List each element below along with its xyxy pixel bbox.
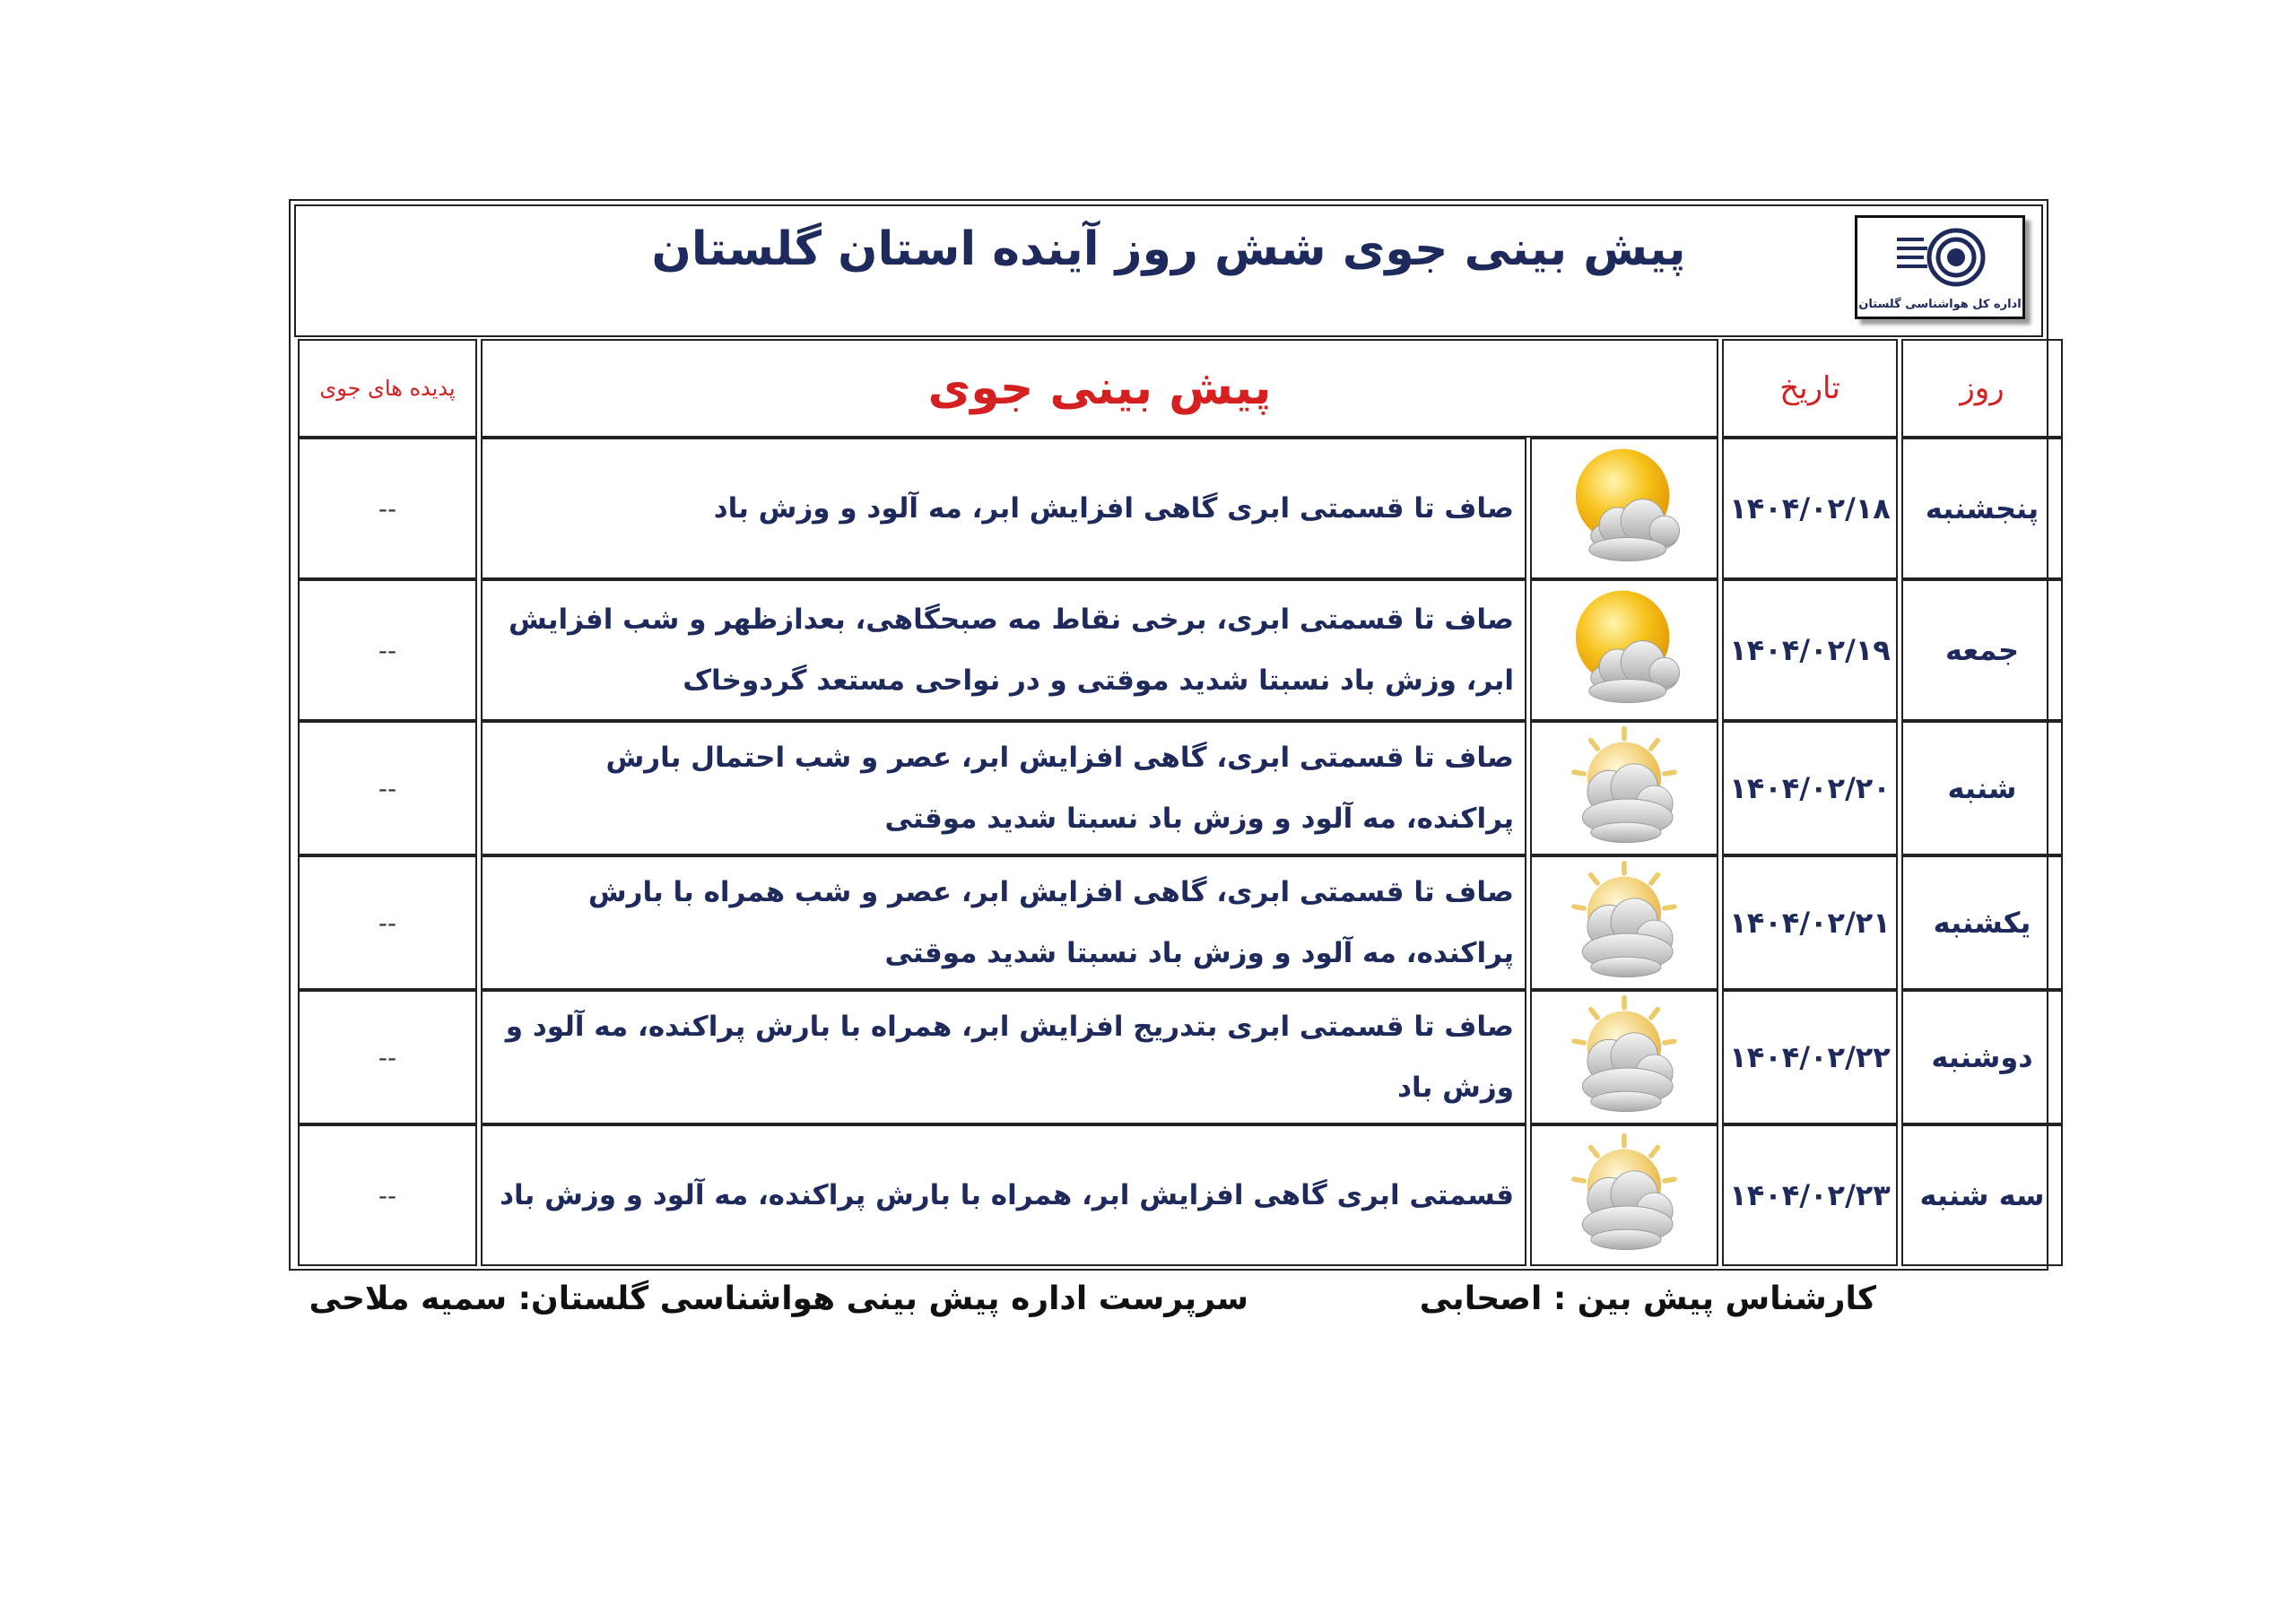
- header-phenomena: پدیده های جوی: [298, 339, 477, 438]
- row-day: دوشنبه: [1901, 990, 2063, 1124]
- row-date: ۱۴۰۴/۰۲/۲۲: [1722, 990, 1898, 1124]
- row-weather-icon-cell: [1530, 438, 1718, 579]
- partly-cloudy-sun-icon: [1557, 586, 1692, 711]
- row-date: ۱۴۰۴/۰۲/۱۹: [1722, 579, 1898, 721]
- header-forecast: پیش بینی جوی: [481, 339, 1718, 438]
- row-weather-icon-cell: [1530, 721, 1718, 855]
- row-weather-icon-cell: [1530, 855, 1718, 990]
- row-forecast: صاف تا قسمتی ابری گاهی افزایش ابر، مه آلود و وزش باد: [481, 438, 1526, 579]
- row-date: ۱۴۰۴/۰۲/۲۳: [1722, 1124, 1898, 1266]
- header-day: روز: [1901, 339, 2063, 438]
- row-day: یکشنبه: [1901, 855, 2063, 990]
- row-day: سه شنبه: [1901, 1124, 2063, 1266]
- row-forecast: صاف تا قسمتی ابری، برخی نقاط مه صبحگاهی، بعدازظهر و شب افزایش ابر، وزش باد نسبتا شدید موقتی و در نواحی مستعد گردوخاک: [481, 579, 1526, 721]
- cloudy-sun-icon: [1557, 858, 1692, 984]
- table-header-row: [298, 339, 2063, 438]
- row-forecast: صاف تا قسمتی ابری، گاهی افزایش ابر، عصر و شب احتمال بارش پراکنده، مه آلود و وزش باد نسبتا شدید موقتی: [481, 721, 1526, 855]
- table-row: [298, 1124, 2063, 1266]
- cloudy-sun-icon: [1557, 724, 1692, 849]
- row-weather-icon-cell: [1530, 990, 1718, 1124]
- logo-caption: اداره کل هواشناسی گلستان: [1858, 298, 2022, 311]
- row-forecast: قسمتی ابری گاهی افزایش ابر، همراه با بارش پراکنده، مه آلود و وزش باد: [481, 1124, 1526, 1266]
- row-phenomena: --: [298, 579, 477, 721]
- forecaster-signature: کارشناس پیش بین : اصحابی: [1419, 1280, 1876, 1317]
- row-phenomena: --: [298, 438, 477, 579]
- organization-logo: [1855, 215, 2025, 319]
- row-phenomena: --: [298, 990, 477, 1124]
- page-title: پیش بینی جوی شش روز آینده استان گلستان: [651, 222, 1686, 276]
- row-forecast: صاف تا قسمتی ابری، گاهی افزایش ابر، عصر و شب همراه با بارش پراکنده، مه آلود و وزش باد نسبتا شدید موقتی: [481, 855, 1526, 990]
- cloudy-sun-icon: [1557, 993, 1692, 1118]
- sheet-inner: [294, 204, 2043, 1265]
- table-row: [298, 579, 2063, 721]
- supervisor-signature: سرپرست اداره پیش بینی هواشناسی گلستان: سمیه ملاحی: [309, 1280, 1248, 1317]
- title-row: [294, 204, 2043, 337]
- row-day: جمعه: [1901, 579, 2063, 721]
- row-weather-icon-cell: [1530, 579, 1718, 721]
- row-weather-icon-cell: [1530, 1124, 1718, 1266]
- cloudy-sun-icon: [1557, 1131, 1692, 1256]
- header-date: تاریخ: [1722, 339, 1898, 438]
- forecast-table: [294, 339, 2066, 1266]
- row-phenomena: --: [298, 1124, 477, 1266]
- row-date: ۱۴۰۴/۰۲/۱۸: [1722, 438, 1898, 579]
- row-date: ۱۴۰۴/۰۲/۲۱: [1722, 855, 1898, 990]
- row-phenomena: --: [298, 855, 477, 990]
- table-row: [298, 990, 2063, 1124]
- row-day: پنجشنبه: [1901, 438, 2063, 579]
- partly-cloudy-sun-icon: [1557, 444, 1692, 569]
- row-day: شنبه: [1901, 721, 2063, 855]
- meteorology-emblem-icon: [1893, 225, 1992, 290]
- table-row: [298, 721, 2063, 855]
- row-forecast: صاف تا قسمتی ابری بتدریج افزایش ابر، همراه با بارش پراکنده، مه آلود و وزش باد: [481, 990, 1526, 1124]
- forecast-sheet: [289, 199, 2048, 1271]
- row-date: ۱۴۰۴/۰۲/۲۰: [1722, 721, 1898, 855]
- row-phenomena: --: [298, 721, 477, 855]
- table-row: [298, 855, 2063, 990]
- table-row: [298, 438, 2063, 579]
